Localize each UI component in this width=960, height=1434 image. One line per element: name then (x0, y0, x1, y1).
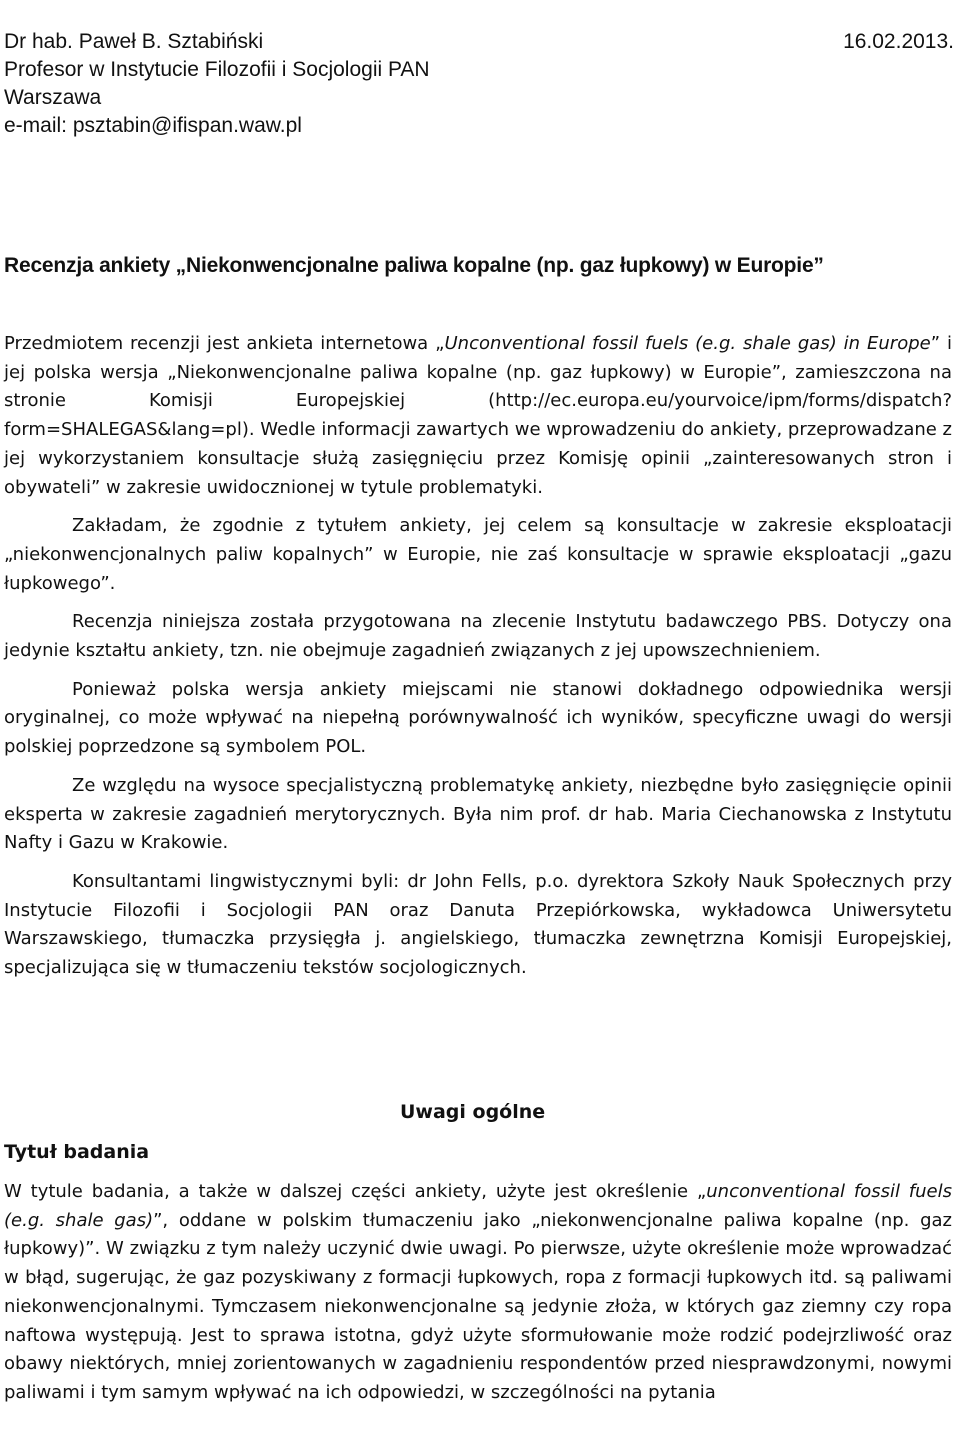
paragraph-subject-part-a: Przedmiotem recenzji jest ankieta internetowa „ (4, 333, 445, 354)
survey-english-title: Unconventional fossil fuels (e.g. shale gas) in Europe (444, 333, 931, 354)
section-body (4, 1178, 952, 1408)
paragraph-linguists: Konsultantami lingwistycznymi byli: dr John Fells, p.o. dyrektora Szkoły Nauk Społecznych przy Instytucie Filozofii i Socjologii PAN oraz Danuta Przepiórkowska, wykładowca Uniwersytetu Warszawskiego, tłumaczka przysięgła j. angielskiego, tłumaczka zewnętrzna Komisji Europejskiej, specjalizująca się w tłumaczeniu tekstów socjologicznych. (4, 870, 952, 979)
paragraph-subject-part-b: ” i jej polska wersja „Niekonwencjonalne paliwa kopalne (np. gaz łupkowy) w Europie”, zamieszczona na stronie Komisji Europejskiej (http://ec.europa.eu/yourvoice/ipm/forms/dispatch?form=SHALEGAS&lang=pl). Wedle informacji zawartych we wprowadzeniu do ankiety, przeprowadzane z jej wykorzystaniem konsultacje służą zasięgnięciu przez Komisję opinii „zainteresowanych stron i obywateli” w zakresie uwidocznionej w tytule problematyki. (4, 333, 952, 498)
author-position: Profesor w Instytucie Filozofii i Socjologii PAN (4, 58, 430, 81)
document-title: Recenzja ankiety „Niekonwencjonalne paliwa kopalne (np. gaz łupkowy) w Europie” (4, 254, 824, 277)
intro-body (4, 330, 952, 993)
author-header (4, 28, 430, 140)
paragraph-expert: Ze względu na wysoce specjalistyczną problematykę ankiety, niezbędne było zasięgnięcie opinii eksperta w zakresie zagadnień merytorycznych. Była nim prof. dr hab. Maria Ciechanowska z Instytutu Nafty i Gazu w Krakowie. (4, 774, 952, 854)
subheading-survey-title: Tytuł badania (4, 1141, 150, 1163)
author-city: Warszawa (4, 86, 102, 109)
paragraph-assumption: Zakładam, że zgodnie z tytułem ankiety, jej celem są konsultacje w zakresie eksploatacji „niekonwencjonalnych paliw kopalnych” w Europie, nie zaś konsultacje w sprawie eksploatacji „gazu łupkowego”. (4, 515, 952, 594)
document-date: 16.02.2013. (843, 30, 954, 53)
author-email: e-mail: psztabin@ifispan.waw.pl (4, 114, 302, 137)
author-name: Dr hab. Paweł B. Sztabiński (4, 30, 264, 53)
paragraph-subject (4, 330, 952, 502)
title-remarks-italic-term: unconventional fossil fuels (e.g. shale gas) (4, 1181, 952, 1231)
paragraph-pol-symbol: Ponieważ polska wersja ankiety miejscami nie stanowi dokładnego odpowiednika wersji oryginalnej, co może wpływać na niepełną porównywalność ich wyników, specyficzne uwagi do wersji polskiej poprzedzone są symbolem POL. (4, 678, 952, 758)
title-remarks-part-a: W tytule badania, a także w dalszej części ankiety, użyte jest określenie „ (4, 1181, 707, 1202)
paragraph-title-remarks (4, 1178, 952, 1408)
title-remarks-part-b: ”, oddane w polskim tłumaczeniu jako „niekonwencjonalne paliwa kopalne (np. gaz łupkowy)”. W związku z tym należy uczynić dwie uwagi. Po pierwsze, użyte określenie może wprowadzać w błąd, sugerując, że gaz pozyskiwany z formacji łupkowych, ropa z formacji łupkowych itd. są paliwami niekonwencjonalnymi. Tymczasem niekonwencjonalne są jedynie złoża, w których gaz ziemny czy ropa naftowa występują. Jest to sprawa istotna, gdyż użyte sformułowanie może rodzić podejrzliwość oraz obawy niektórych, mniej zorientowanych w zagadnieniu respondentów przed niesprawdzonymi, nowymi paliwami i tym samym wpływać na ich odpowiedzi, w szczególności na pytania (4, 1209, 952, 1403)
section-heading-general-remarks: Uwagi ogólne (400, 1101, 546, 1123)
paragraph-commission: Recenzja niniejsza została przygotowana na zlecenie Instytutu badawczego PBS. Dotyczy ona jedynie kształtu ankiety, tzn. nie obejmuje zagadnień związanych z jej upowszechnieniem. (4, 611, 952, 662)
